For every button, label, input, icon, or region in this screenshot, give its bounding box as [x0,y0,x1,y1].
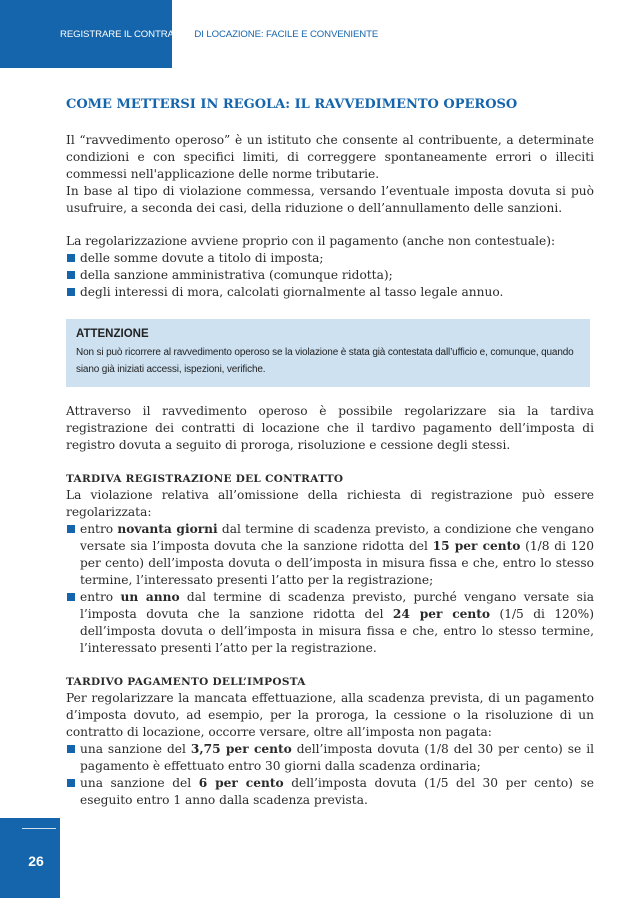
square-bullet-icon [67,525,75,533]
section2-list [66,741,594,809]
section1-lead: La violazione relativa all’omissione della richiesta di registrazione può essere regolarizzata: [66,488,594,519]
subheading-tardiva-registrazione: TARDIVA REGISTRAZIONE DEL CONTRATTO [66,473,344,485]
list-item: delle somme dovute a titolo di imposta; [66,250,594,267]
intro-paragraph-2: In base al tipo di violazione commessa, versando l’eventuale imposta dovuta si può usufruire, a seconda dei casi, della riduzione o dell’annullamento delle sanzioni. [66,184,594,215]
section1-list [66,521,594,657]
callout-line-1: Non si può ricorrere al ravvedimento operoso se la violazione è stata già contestata dall’ufficio e, comunque, quando [76,347,574,358]
list-item: della sanzione amministrativa (comunque ridotta); [66,267,594,284]
intro-paragraph-1: Il “ravvedimento operoso” è un istituto che consente al contribuente, a determinate condizioni e con specifici limiti, di correggere spontaneamente errori o illeciti commessi nell'applicazione delle norme tributarie. [66,133,594,181]
list-item: entro un anno dal termine di scadenza previsto, purché vengano versate sia l’imposta dovuta che la sanzione ridotta del 24 per cento (1/5 di 120%) dell’imposta dovuta o dell’imposta in misura fissa e che, entro lo stesso termine, l’interessato presenti l’atto per la registrazione. [66,589,594,657]
intro-paragraph-3: La regolarizzazione avviene proprio con il pagamento (anche non contestuale): [66,234,556,248]
section-title: COME METTERSI IN REGOLA: IL RAVVEDIMENTO OPEROSO [66,97,518,112]
callout-title: ATTENZIONE [76,328,149,340]
square-bullet-icon [67,254,75,262]
running-header-left: REGISTRARE IL CONTRATTO [60,29,192,40]
square-bullet-icon [67,593,75,601]
attention-callout [66,319,590,387]
list-item: una sanzione del 6 per cento dell’imposta dovuta (1/5 del 30 per cento) se eseguito entro 1 anno dalla scadenza prevista. [66,775,594,809]
callout-line-2: siano già iniziati accessi, ispezioni, verifiche. [76,364,266,375]
page-number: 26 [28,853,44,869]
square-bullet-icon [67,288,75,296]
page-number-rule [22,828,56,829]
running-header-right: DI LOCAZIONE: FACILE E CONVENIENTE [191,29,379,40]
square-bullet-icon [67,779,75,787]
intro-list [66,250,594,301]
running-header [60,29,580,42]
section2-lead: Per regolarizzare la mancata effettuazione, alla scadenza prevista, di un pagamento d’imposta dovuto, ad esempio, per la proroga, la cessione o la risoluzione di un contratto di locazione, occorre versare, oltre all’imposta non pagata: [66,691,594,739]
list-item: entro novanta giorni dal termine di scadenza previsto, a condizione che vengano versate sia l’imposta dovuta che la sanzione ridotta del 15 per cento (1/8 di 120 per cento) dell’imposta dovuta o dell’imposta in misura fissa e che, entro lo stesso termine, l’interessato presenti l’atto per la registrazione; [66,521,594,589]
square-bullet-icon [67,271,75,279]
square-bullet-icon [67,745,75,753]
page-content [66,96,594,809]
list-item: degli interessi di mora, calcolati giornalmente al tasso legale annuo. [66,284,594,301]
body-paragraph: Attraverso il ravvedimento operoso è possibile regolarizzare sia la tardiva registrazione dei contratti di locazione che il tardivo pagamento dell’imposta di registro dovuta a seguito di proroga, risoluzione e cessione degli stessi. [66,404,594,452]
list-item: una sanzione del 3,75 per cento dell’imposta dovuta (1/8 del 30 per cento) se il pagamento è effettuato entro 30 giorni dalla scadenza ordinaria; [66,741,594,775]
subheading-tardivo-pagamento: TARDIVO PAGAMENTO DELL’IMPOSTA [66,676,306,688]
